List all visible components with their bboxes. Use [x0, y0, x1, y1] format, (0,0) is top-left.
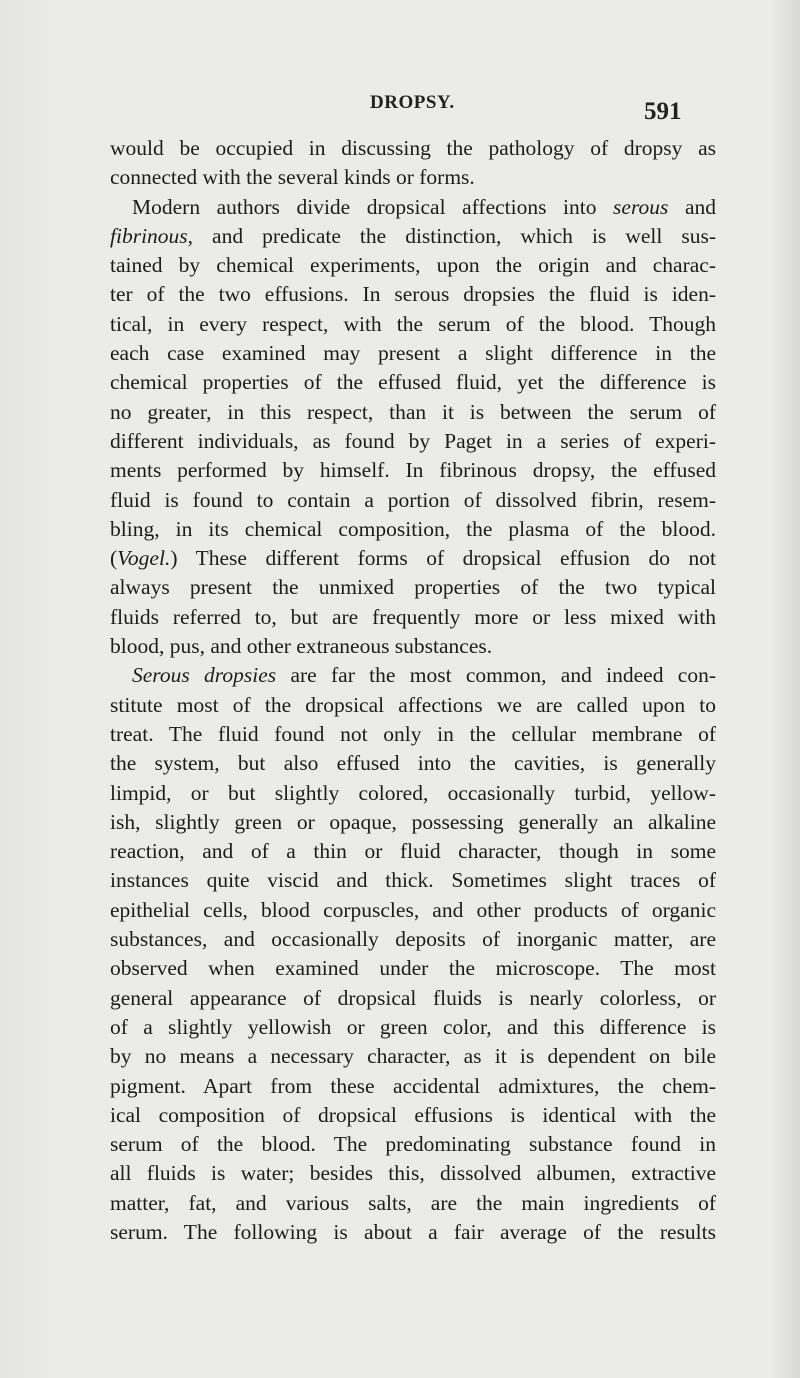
- text-line: observed when examined under the microscope. The most: [110, 956, 716, 981]
- text-line: ments performed by himself. In fibrinous dropsy, the effused: [110, 458, 716, 483]
- text-line: general appearance of dropsical fluids is nearly colorless, or: [110, 985, 716, 1010]
- text-line: ter of the two effusions. In serous dropsies the fluid is iden-: [110, 282, 716, 307]
- italic-term: serous: [613, 194, 669, 219]
- italic-term: Serous dropsies: [132, 663, 277, 688]
- text-line: tical, in every respect, with the serum of the blood. Though: [110, 311, 716, 336]
- paragraph-start-line: Serous dropsies are far the most common, and indeed con-: [132, 663, 716, 688]
- text-line: blood, pus, and other extraneous substances.: [110, 634, 493, 659]
- text-line: ical composition of dropsical effusions is identical with the: [110, 1102, 716, 1127]
- text-line: epithelial cells, blood corpuscles, and other products of organic: [110, 897, 716, 922]
- text-line: no greater, in this respect, than it is between the serum of: [110, 399, 716, 424]
- text-line: bling, in its chemical composition, the plasma of the blood.: [110, 516, 716, 541]
- text-line: instances quite viscid and thick. Sometimes slight traces of: [110, 868, 716, 893]
- text-line: different individuals, as found by Paget in a series of experi-: [110, 428, 716, 453]
- running-title: DROPSY.: [370, 92, 455, 113]
- text-line: serum of the blood. The predominating substance found in: [110, 1132, 716, 1157]
- text-line: fluids referred to, but are frequently more or less mixed with: [110, 604, 716, 629]
- text-line: the system, but also effused into the cavities, is generally: [110, 751, 716, 776]
- text-line: each case examined may present a slight difference in the: [110, 341, 716, 366]
- paragraph-start-line: Modern authors divide dropsical affections into serous and: [132, 194, 717, 219]
- text-line: treat. The fluid found not only in the cellular membrane of: [110, 721, 716, 746]
- text-line: would be occupied in discussing the pathology of dropsy as: [110, 136, 716, 160]
- italic-citation: Vogel.: [117, 546, 171, 571]
- text-line: chemical properties of the effused fluid, yet the difference is: [110, 370, 716, 395]
- text-line: reaction, and of a thin or fluid character, though in some: [110, 839, 716, 864]
- text-line: stitute most of the dropsical affections we are called upon to: [110, 692, 716, 717]
- text-line: always present the unmixed properties of the two typical: [110, 575, 716, 600]
- body-text: [110, 134, 716, 1247]
- page-number: 591: [644, 98, 682, 125]
- text-line: matter, fat, and various salts, are the main ingredients of: [110, 1190, 716, 1215]
- text-line: all fluids is water; besides this, dissolved albumen, extractive: [110, 1161, 716, 1186]
- text-line: serum. The following is about a fair average of the results: [110, 1219, 716, 1244]
- running-head: [110, 92, 710, 132]
- italic-term: fibrinous: [110, 223, 188, 248]
- text-line: fluid is found to contain a portion of dissolved fibrin, resem-: [110, 487, 716, 512]
- text-line: connected with the several kinds or forms.: [110, 165, 475, 190]
- text-line: tained by chemical experiments, upon the origin and charac-: [110, 253, 716, 278]
- text-line: limpid, or but slightly colored, occasionally turbid, yellow-: [110, 780, 716, 805]
- text-line: ish, slightly green or opaque, possessing generally an alkaline: [110, 809, 716, 834]
- text-line: (Vogel.) These different forms of dropsical effusion do not: [110, 546, 716, 571]
- text-line: of a slightly yellowish or green color, and this difference is: [110, 1014, 716, 1039]
- text-line: substances, and occasionally deposits of inorganic matter, are: [110, 927, 716, 952]
- text-line: fibrinous, and predicate the distinction, which is well sus-: [110, 223, 716, 248]
- text-line: by no means a necessary character, as it is dependent on bile: [110, 1044, 716, 1069]
- text-line: pigment. Apart from these accidental admixtures, the chem-: [110, 1073, 716, 1098]
